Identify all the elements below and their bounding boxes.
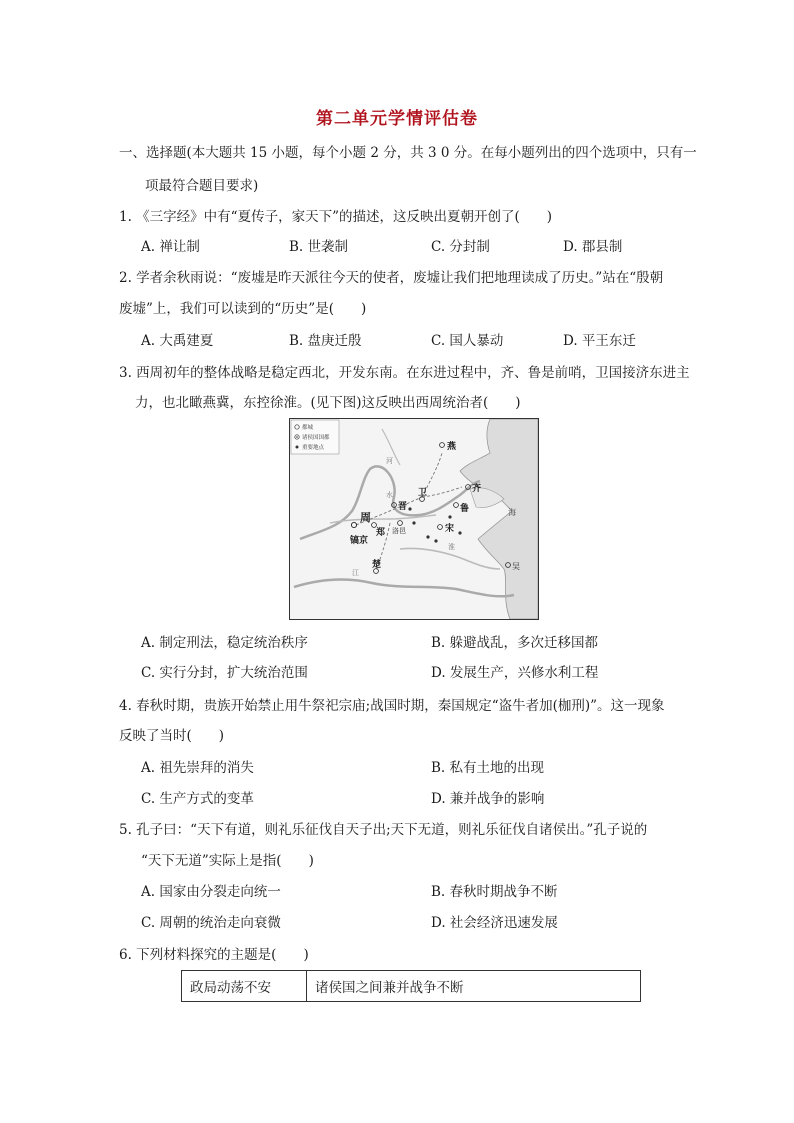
marker-place-3 <box>448 515 451 518</box>
question-2-option-d[interactable]: D. 平王东迁 <box>563 333 636 349</box>
question-5-text-line1: 5. 孔子曰：“天下有道，则礼乐征伐自天子出;天下无道，则礼乐征伐自诸侯出。”孔子说的 <box>119 822 648 838</box>
map-svg <box>290 419 538 619</box>
question-5-option-a[interactable]: A. 国家由分裂走向统一 <box>141 884 281 900</box>
marker-place-6 <box>408 507 411 510</box>
label-zhou: 周 <box>360 511 371 524</box>
legend-capital-label: 都城 <box>302 425 314 431</box>
marker-yan <box>440 443 445 448</box>
question-2-text-line1: 2. 学者余秋雨说：“废墟是昨天派往今天的使者，废墟让我们把地理读成了历史。”站在“殷朝 <box>119 270 664 286</box>
western-zhou-map <box>289 418 539 620</box>
marker-place-4 <box>458 531 461 534</box>
legend-place-label: 重要地点 <box>302 445 325 451</box>
question-4-option-b[interactable]: B. 私有土地的出现 <box>431 760 545 776</box>
question-1-option-a[interactable]: A. 禅让制 <box>141 239 200 255</box>
question-4-text-line1: 4. 春秋时期，贵族开始禁止用牛祭祀宗庙;战国时期，秦国规定“盗牛者加(枷刑)”。这一现象 <box>119 698 665 714</box>
page-title: 第二单元学情评估卷 <box>316 109 478 129</box>
question-5-text-line2: “天下无道”实际上是指( ) <box>141 853 314 869</box>
marker-lu <box>454 503 459 508</box>
marker-luoyi <box>398 521 403 526</box>
question-3-option-c[interactable]: C. 实行分封，扩大统治范围 <box>141 665 308 681</box>
marker-haojing <box>351 522 356 527</box>
question-3-option-b[interactable]: B. 躲避战乱，多次迁移国都 <box>431 635 599 651</box>
marker-place-2 <box>426 535 429 538</box>
question-3-option-d[interactable]: D. 发展生产，兴修水利工程 <box>431 665 599 681</box>
yangtze-river <box>294 580 514 597</box>
label-qi: 齐 <box>472 484 482 494</box>
question-3-text-line2: 力，也北瞰燕冀，东控徐淮。(见下图)这反映出西周统治者( ) <box>135 395 521 411</box>
question-2-option-a[interactable]: A. 大禹建夏 <box>141 333 214 349</box>
question-2-option-b[interactable]: B. 盘庚迁殷 <box>289 333 362 349</box>
question-6-text: 6. 下列材料探究的主题是( ) <box>119 947 309 963</box>
label-yan: 燕 <box>447 442 457 452</box>
label-jiang: 江 <box>352 569 359 577</box>
label-haojing: 镐京 <box>350 536 369 546</box>
label-zheng: 郑 <box>376 528 386 538</box>
label-wei: 卫 <box>418 488 428 498</box>
legend-state-capital-dot <box>296 436 298 438</box>
question-2-text-line2: 废墟”上，我们可以读到的“历史”是( ) <box>119 301 367 317</box>
question-3-option-a[interactable]: A. 制定刑法，稳定统治秩序 <box>141 635 308 651</box>
question-1-text: 1. 《三字经》中有“夏传子，家天下”的描述，这反映出夏朝开创了( ) <box>119 209 553 225</box>
label-wu: 吴 <box>512 562 520 571</box>
question-1-option-d[interactable]: D. 郡县制 <box>563 239 623 255</box>
question-4-option-c[interactable]: C. 生产方式的变革 <box>141 791 254 807</box>
label-luoyi: 洛邑 <box>392 527 406 535</box>
label-shui: 水 <box>386 491 393 499</box>
label-jin: 晋 <box>398 502 408 512</box>
question-4-option-a[interactable]: A. 祖先崇拜的消失 <box>141 760 254 776</box>
table-cell-detail: 诸侯国之间兼并战争不断 <box>307 971 641 1002</box>
question-2-option-c[interactable]: C. 国人暴动 <box>431 333 504 349</box>
question-4-text-line2: 反映了当时( ) <box>119 728 225 744</box>
label-huai: 淮 <box>448 543 455 551</box>
label-sea: 海 <box>508 508 516 517</box>
marker-zheng <box>372 523 377 528</box>
question-3-text-line1: 3. 西周初年的整体战略是稳定西北，开发东南。在东进过程中，齐、鲁是前哨，卫国接济东进主 <box>119 365 690 381</box>
question-1-option-b[interactable]: B. 世袭制 <box>289 239 349 255</box>
label-song: 宋 <box>445 524 455 534</box>
label-chu: 楚 <box>372 560 382 570</box>
marker-place-5 <box>434 539 437 542</box>
question-6-material-table <box>181 970 641 1002</box>
expansion-route-3 <box>422 487 462 497</box>
label-lu: 鲁 <box>460 504 470 514</box>
marker-song <box>438 525 443 530</box>
marker-place-1 <box>412 521 415 524</box>
section-heading-line2: 项最符合题目要求) <box>145 178 259 194</box>
legend-state-capital-label: 诸侯国国都 <box>302 435 330 441</box>
question-5-option-d[interactable]: D. 社会经济迅速发展 <box>431 915 558 931</box>
huai-river <box>400 548 500 569</box>
table-row <box>182 971 641 1002</box>
label-he: 河 <box>386 457 393 465</box>
question-5-option-b[interactable]: B. 春秋时期战争不断 <box>431 884 558 900</box>
table-cell-topic: 政局动荡不安 <box>182 971 307 1002</box>
section-heading-line1: 一、选择题(本大题共 15 小题，每个小题 2 分，共 3 0 分。在每小题列出的四个选项中，只有一 <box>119 145 697 161</box>
legend-place-icon <box>296 446 299 449</box>
question-1-option-c[interactable]: C. 分封制 <box>431 239 490 255</box>
sea-area <box>460 419 538 619</box>
question-4-option-d[interactable]: D. 兼并战争的影响 <box>431 791 545 807</box>
question-5-option-c[interactable]: C. 周朝的统治走向衰微 <box>141 915 281 931</box>
